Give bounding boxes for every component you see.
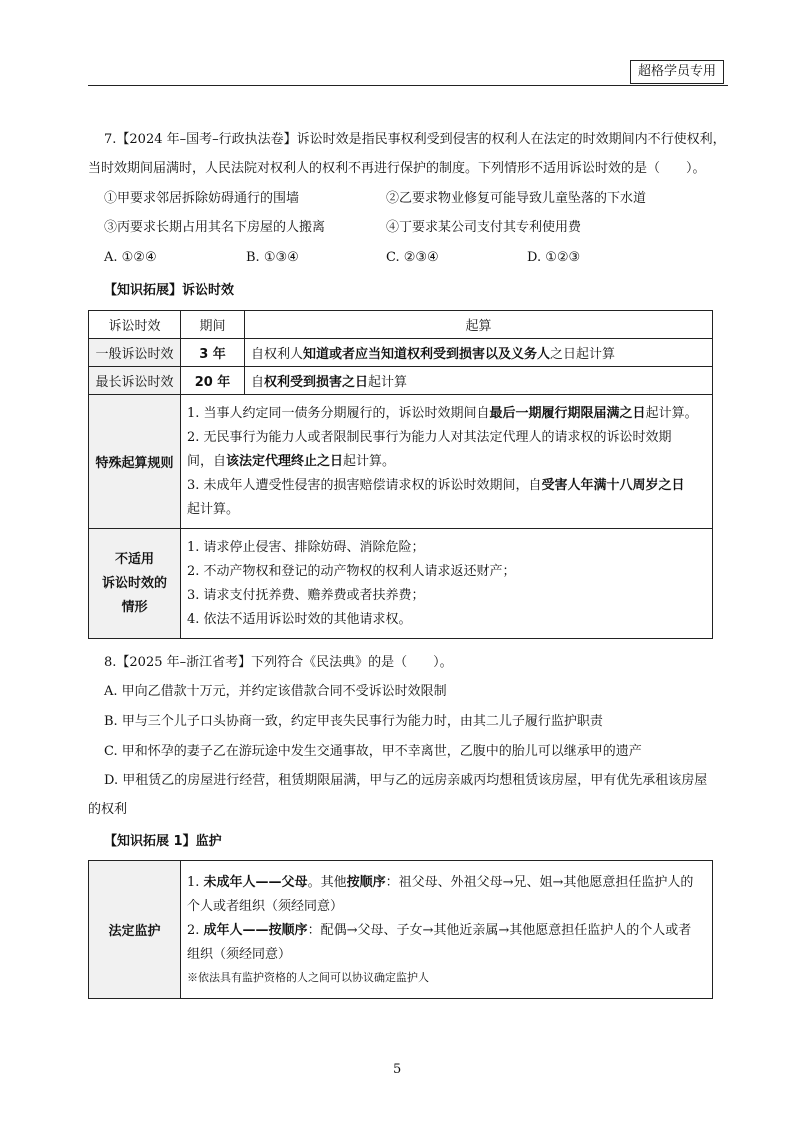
- special-rule-2-line1: 2. 无民事行为能力人或者限制民事行为能力人对其法定代理人的请求权的诉讼时效期: [187, 429, 672, 445]
- not-applicable-label-line2: 诉讼时效的: [101, 575, 167, 591]
- longest-period: 20 年: [181, 367, 245, 395]
- not-applicable-label-line3: 情形: [121, 599, 148, 615]
- header-cell-type: 诉讼时效: [89, 311, 181, 339]
- longest-start-text-2: 起计算: [368, 375, 408, 390]
- q7-item-2: ②乙要求物业修复可能导致儿童坠落的下水道: [386, 191, 647, 206]
- q7-stem-line1: 7.【2024 年–国考–行政执法卷】诉讼时效是指民事权利受到侵害的权利人在法定的时效期间内不行使权利，: [104, 132, 726, 147]
- guardianship-content: [181, 861, 713, 999]
- general-start: [245, 339, 713, 367]
- special-rule-1-emphasis: 最后一期履行期限届满之日: [489, 405, 646, 421]
- minor-emphasis: 未成年人——父母: [203, 874, 308, 890]
- header-rule: [88, 85, 728, 86]
- special-row: [89, 395, 713, 529]
- not-applicable-item-4: 4. 依法不适用诉讼时效的其他请求权。: [187, 611, 412, 627]
- guardianship-adult-line1: [187, 919, 706, 943]
- q7-option-d: D. ①②③: [527, 250, 581, 265]
- header-cell-start: 起算: [245, 311, 713, 339]
- longest-start-text-1: 自: [251, 375, 265, 390]
- not-applicable-items: [181, 529, 713, 639]
- adult-emphasis: 成年人——按顺序: [203, 922, 308, 938]
- special-label: 特殊起算规则: [89, 395, 181, 529]
- special-rule-1: [187, 402, 706, 426]
- adult-text: ：配偶→父母、子女→其他近亲属→其他愿意担任监护人的个人或者: [307, 922, 692, 938]
- minor-number: 1.: [187, 874, 204, 890]
- header-badge: 超格学员专用: [630, 60, 724, 84]
- q8-option-a: A. 甲向乙借款十万元，并约定该借款合同不受诉讼时效限制: [104, 684, 447, 699]
- special-rule-1-end: 起计算。: [645, 405, 698, 421]
- special-rule-3-text: 3. 未成年人遭受性侵害的损害赔偿请求权的诉讼时效期间，自: [187, 477, 542, 493]
- adult-number: 2.: [187, 922, 204, 938]
- not-applicable-row: [89, 529, 713, 639]
- guardianship-note: ※依法具有监护资格的人之间可以协议确定监护人: [187, 970, 429, 984]
- special-rules: [181, 395, 713, 529]
- q8-stem: 8.【2025 年–浙江省考】下列符合《民法典》的是（ ）。: [104, 655, 453, 670]
- minor-text-2: ：祖父母、外祖父母→兄、姐→其他愿意担任监护人的: [385, 874, 694, 890]
- q8-option-b: B. 甲与三个儿子口头协商一致，约定甲丧失民事行为能力时，由其二儿子履行监护职责: [104, 714, 603, 729]
- guardianship-minor-line2: 个人或者组织（须经同意）: [187, 898, 344, 914]
- page-number: 5: [393, 1062, 402, 1077]
- guardianship-minor-line1: [187, 871, 706, 895]
- guardianship-label: 法定监护: [89, 861, 181, 999]
- q7-stem-line2: 当时效期间届满时，人民法院对权利人的权利不再进行保护的制度。下列情形不适用诉讼时效的是（ ）。: [88, 161, 706, 176]
- special-rule-2-line2: [187, 450, 706, 474]
- special-rule-3-line2: 起计算。: [187, 501, 240, 517]
- longest-start: [245, 367, 713, 395]
- not-applicable-item-2: 2. 不动产物权和登记的动产物权的权利人请求返还财产；: [187, 563, 516, 579]
- q8-option-d-line1: D. 甲租赁乙的房屋进行经营，租赁期限届满，甲与乙的远房亲戚丙均想租赁该房屋，甲有优先承租该房屋: [104, 773, 708, 788]
- guardianship-table: [88, 860, 713, 999]
- guardianship-adult-line2: 组织（须经同意）: [187, 946, 292, 962]
- minor-text-1: 。其他: [307, 874, 347, 890]
- special-rule-1-text: 1. 当事人约定同一债务分期履行的，诉讼时效期间自: [187, 405, 490, 421]
- special-rule-2-text: 间，自: [187, 453, 227, 469]
- q7-item-4: ④丁要求某公司支付其专利使用费: [386, 220, 582, 235]
- q7-item-1: ①甲要求邻居拆除妨碍通行的围墙: [104, 191, 300, 206]
- statute-table: [88, 310, 713, 639]
- special-rule-2-emphasis: 该法定代理终止之日: [226, 453, 344, 469]
- header-cell-period: 期间: [181, 311, 245, 339]
- general-period: 3 年: [181, 339, 245, 367]
- general-start-text-1: 自权利人: [251, 347, 304, 362]
- general-start-text-2: 之日起计算: [550, 347, 616, 362]
- longest-start-emphasis: 权利受到损害之日: [264, 375, 369, 390]
- special-rule-3-emphasis: 受害人年满十八周岁之日: [541, 477, 685, 493]
- general-start-emphasis: 知道或者应当知道权利受到损害以及义务人: [303, 347, 551, 362]
- not-applicable-item-1: 1. 请求停止侵害、排除妨碍、消除危险；: [187, 539, 425, 555]
- guardianship-row: [89, 861, 713, 999]
- longest-label: 最长诉讼时效: [89, 367, 181, 395]
- special-rule-2-end: 起计算。: [343, 453, 396, 469]
- knowledge-title-statute: 【知识拓展】诉讼时效: [104, 283, 235, 298]
- q7-option-a: A. ①②④: [104, 250, 157, 265]
- not-applicable-label: [89, 529, 181, 639]
- q8-option-d-line2: 的权利: [88, 802, 128, 817]
- not-applicable-item-3: 3. 请求支付抚养费、赡养费或者扶养费；: [187, 587, 425, 603]
- general-label: 一般诉讼时效: [89, 339, 181, 367]
- q8-option-c: C. 甲和怀孕的妻子乙在游玩途中发生交通事故，甲不幸离世，乙腹中的胎儿可以继承甲的遗产: [104, 744, 642, 759]
- general-row: [89, 339, 713, 367]
- q7-option-c: C. ②③④: [386, 250, 439, 265]
- special-rule-3-line1: [187, 474, 706, 498]
- statute-table-header-row: [89, 311, 713, 339]
- minor-order: 按顺序: [346, 874, 386, 890]
- q7-option-b: B. ①③④: [246, 250, 299, 265]
- not-applicable-label-line1: 不适用: [114, 551, 154, 567]
- knowledge-title-guardianship: 【知识拓展 1】监护: [104, 834, 222, 849]
- longest-row: [89, 367, 713, 395]
- q7-item-3: ③丙要求长期占用其名下房屋的人搬离: [104, 220, 326, 235]
